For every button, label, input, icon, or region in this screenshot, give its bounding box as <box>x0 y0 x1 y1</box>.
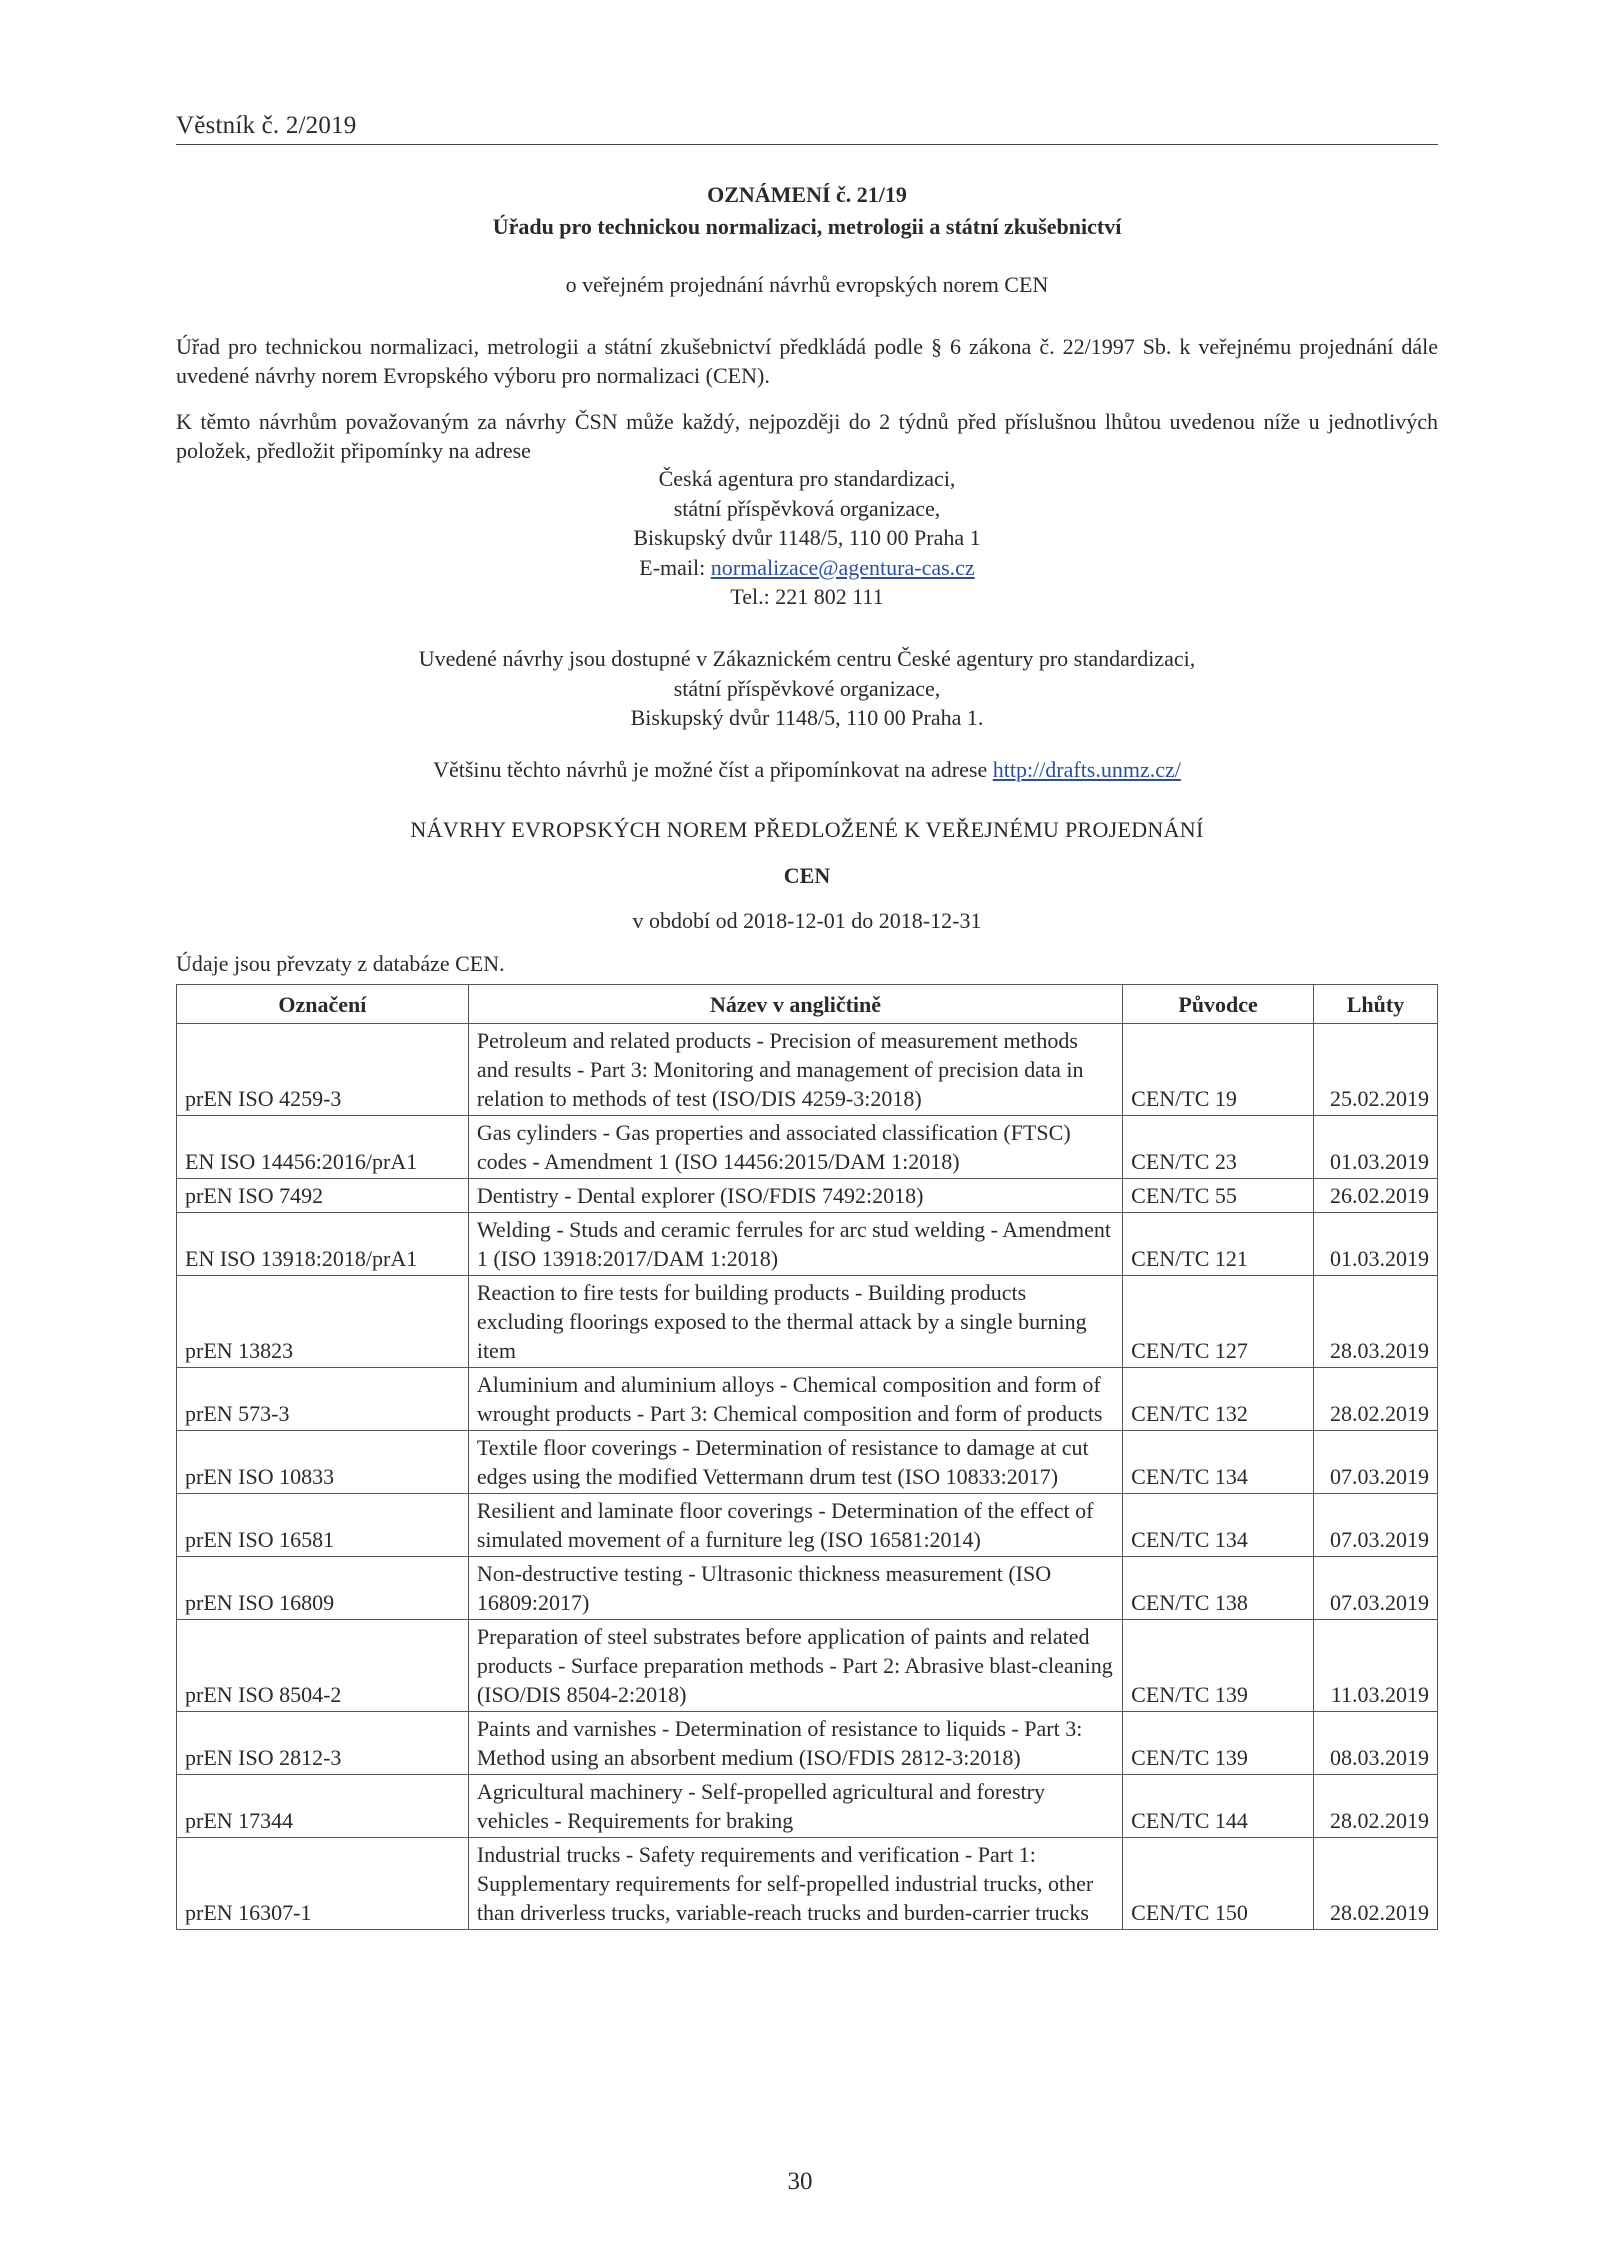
contact-line-3: Biskupský dvůr 1148/5, 110 00 Praha 1 <box>633 525 981 550</box>
cell-deadline: 28.02.2019 <box>1314 1838 1438 1930</box>
cell-designation: prEN 573-3 <box>177 1368 469 1431</box>
cell-title: Reaction to fire tests for building products - Building products excluding floorings exposed to the thermal attack by a single burning item <box>468 1276 1122 1368</box>
announcement-title: OZNÁMENÍ č. 21/19 <box>707 182 907 207</box>
cell-deadline: 07.03.2019 <box>1314 1494 1438 1557</box>
cell-deadline: 07.03.2019 <box>1314 1431 1438 1494</box>
source-note: Údaje jsou převzaty z databáze CEN. <box>176 951 505 976</box>
cell-designation: prEN ISO 8504-2 <box>177 1620 469 1712</box>
announcement-issuer: Úřadu pro technickou normalizaci, metrologii a státní zkušebnictví <box>492 214 1122 239</box>
cell-designation: prEN 16307-1 <box>177 1838 469 1930</box>
announcement-subject: o veřejném projednání návrhů evropských norem CEN <box>565 272 1049 297</box>
table-row <box>177 1276 1438 1368</box>
availability-line-2: státní příspěvkové organizace, <box>673 675 941 701</box>
table-row <box>177 1712 1438 1775</box>
table-row <box>177 1179 1438 1213</box>
cell-designation: prEN 13823 <box>177 1276 469 1368</box>
drafts-link[interactable]: http://drafts.unmz.cz/ <box>992 757 1181 782</box>
cell-originator: CEN/TC 150 <box>1123 1838 1314 1930</box>
table-row <box>177 1368 1438 1431</box>
cell-title: Non-destructive testing - Ultrasonic thickness measurement (ISO 16809:2017) <box>468 1557 1122 1620</box>
contact-line-1: Česká agentura pro standardizaci, <box>658 466 956 491</box>
cell-title: Petroleum and related products - Precision of measurement methods and results - Part 3: Monitoring and management of precision data in relation to methods of test (ISO/DIS 4259-3:2018) <box>468 1024 1122 1116</box>
cell-designation: prEN ISO 16809 <box>177 1557 469 1620</box>
page-number: 30 <box>787 2168 813 2195</box>
table-row <box>177 1838 1438 1930</box>
cell-originator: CEN/TC 121 <box>1123 1213 1314 1276</box>
email-link[interactable]: normalizace@agentura-cas.cz <box>710 554 975 580</box>
cell-title: Aluminium and aluminium alloys - Chemical composition and form of wrought products - Part 3: Chemical composition and form of products <box>468 1368 1122 1431</box>
cell-title: Preparation of steel substrates before application of paints and related products - Surface preparation methods - Part 2: Abrasive blast-cleaning (ISO/DIS 8504-2:2018) <box>468 1620 1122 1712</box>
email-label: E-mail: <box>639 554 711 580</box>
table-row <box>177 1620 1438 1712</box>
contact-email-line <box>176 553 1438 583</box>
cell-deadline: 28.02.2019 <box>1314 1775 1438 1838</box>
cell-deadline: 01.03.2019 <box>1314 1116 1438 1179</box>
cell-originator: CEN/TC 132 <box>1123 1368 1314 1431</box>
table-row <box>177 1494 1438 1557</box>
drafts-note <box>176 757 1438 783</box>
cell-title: Resilient and laminate floor coverings - Determination of the effect of simulated movement of a furniture leg (ISO 16581:2014) <box>468 1494 1122 1557</box>
header-designation: Označení <box>177 985 469 1024</box>
table-row <box>177 1116 1438 1179</box>
cell-originator: CEN/TC 139 <box>1123 1712 1314 1775</box>
list-period: v období od 2018-12-01 do 2018-12-31 <box>632 908 982 933</box>
cell-designation: prEN ISO 4259-3 <box>177 1024 469 1116</box>
cell-originator: CEN/TC 139 <box>1123 1620 1314 1712</box>
list-heading: NÁVRHY EVROPSKÝCH NOREM PŘEDLOŽENÉ K VEŘEJNÉMU PROJEDNÁNÍ <box>410 817 1204 842</box>
cell-deadline: 25.02.2019 <box>1314 1024 1438 1116</box>
cell-designation: prEN ISO 16581 <box>177 1494 469 1557</box>
cell-designation: prEN ISO 10833 <box>177 1431 469 1494</box>
cell-deadline: 11.03.2019 <box>1314 1620 1438 1712</box>
intro-paragraph: Úřad pro technickou normalizaci, metrologii a státní zkušebnictví předkládá podle § 6 zákona č. 22/1997 Sb. k veřejnému projednání dále uvedené návrhy norem Evropského výboru pro normalizaci (CEN). <box>176 334 1438 388</box>
norms-table <box>176 984 1438 1930</box>
running-head: Věstník č. 2/2019 <box>176 112 1438 145</box>
cell-deadline: 08.03.2019 <box>1314 1712 1438 1775</box>
table-row <box>177 1557 1438 1620</box>
header-deadline: Lhůty <box>1314 985 1438 1024</box>
contact-phone: Tel.: 221 802 111 <box>730 584 884 609</box>
cell-designation: prEN 17344 <box>177 1775 469 1838</box>
cell-title: Textile floor coverings - Determination of resistance to damage at cut edges using the modified Vettermann drum test (ISO 10833:2017) <box>468 1431 1122 1494</box>
contact-address <box>176 464 1438 612</box>
cell-designation: EN ISO 14456:2016/prA1 <box>177 1116 469 1179</box>
cell-originator: CEN/TC 19 <box>1123 1024 1314 1116</box>
cell-title: Industrial trucks - Safety requirements and verification - Part 1: Supplementary requirements for self-propelled industrial trucks, other than driverless trucks, variable-reach trucks and burden-carrier trucks <box>468 1838 1122 1930</box>
cell-originator: CEN/TC 134 <box>1123 1431 1314 1494</box>
comments-paragraph: K těmto návrhům považovaným za návrhy ČSN může každý, nejpozději do 2 týdnů před příslušnou lhůtou uvedenou níže u jednotlivých položek, předložit připomínky na adrese <box>176 409 1438 463</box>
cell-title: Agricultural machinery - Self-propelled agricultural and forestry vehicles - Requirements for braking <box>468 1775 1122 1838</box>
cell-deadline: 28.03.2019 <box>1314 1276 1438 1368</box>
cell-designation: EN ISO 13918:2018/prA1 <box>177 1213 469 1276</box>
table-row <box>177 1775 1438 1838</box>
cell-title: Dentistry - Dental explorer (ISO/FDIS 7492:2018) <box>468 1179 1122 1213</box>
list-body: CEN <box>783 863 831 888</box>
cell-originator: CEN/TC 127 <box>1123 1276 1314 1368</box>
cell-title: Paints and varnishes - Determination of resistance to liquids - Part 3: Method using an absorbent medium (ISO/FDIS 2812-3:2018) <box>468 1712 1122 1775</box>
table-row <box>177 1431 1438 1494</box>
cell-deadline: 01.03.2019 <box>1314 1213 1438 1276</box>
cell-originator: CEN/TC 134 <box>1123 1494 1314 1557</box>
cell-deadline: 07.03.2019 <box>1314 1557 1438 1620</box>
contact-line-2: státní příspěvková organizace, <box>673 495 941 521</box>
cell-originator: CEN/TC 23 <box>1123 1116 1314 1179</box>
cell-designation: prEN ISO 2812-3 <box>177 1712 469 1775</box>
header-title: Název v angličtině <box>468 985 1122 1024</box>
table-row <box>177 1213 1438 1276</box>
cell-deadline: 26.02.2019 <box>1314 1179 1438 1213</box>
table-row <box>177 1024 1438 1116</box>
table-header-row <box>177 985 1438 1024</box>
availability-address <box>176 644 1438 733</box>
cell-originator: CEN/TC 144 <box>1123 1775 1314 1838</box>
header-originator: Původce <box>1123 985 1314 1024</box>
cell-originator: CEN/TC 138 <box>1123 1557 1314 1620</box>
cell-title: Gas cylinders - Gas properties and associated classification (FTSC) codes - Amendment 1 (ISO 14456:2015/DAM 1:2018) <box>468 1116 1122 1179</box>
cell-originator: CEN/TC 55 <box>1123 1179 1314 1213</box>
availability-line-3: Biskupský dvůr 1148/5, 110 00 Praha 1. <box>630 705 984 730</box>
availability-line-1: Uvedené návrhy jsou dostupné v Zákaznickém centru České agentury pro standardizaci, <box>418 646 1196 671</box>
drafts-text: Většinu těchto návrhů je možné číst a připomínkovat na adrese <box>433 757 993 782</box>
cell-designation: prEN ISO 7492 <box>177 1179 469 1213</box>
cell-deadline: 28.02.2019 <box>1314 1368 1438 1431</box>
cell-title: Welding - Studs and ceramic ferrules for arc stud welding - Amendment 1 (ISO 13918:2017/DAM 1:2018) <box>468 1213 1122 1276</box>
